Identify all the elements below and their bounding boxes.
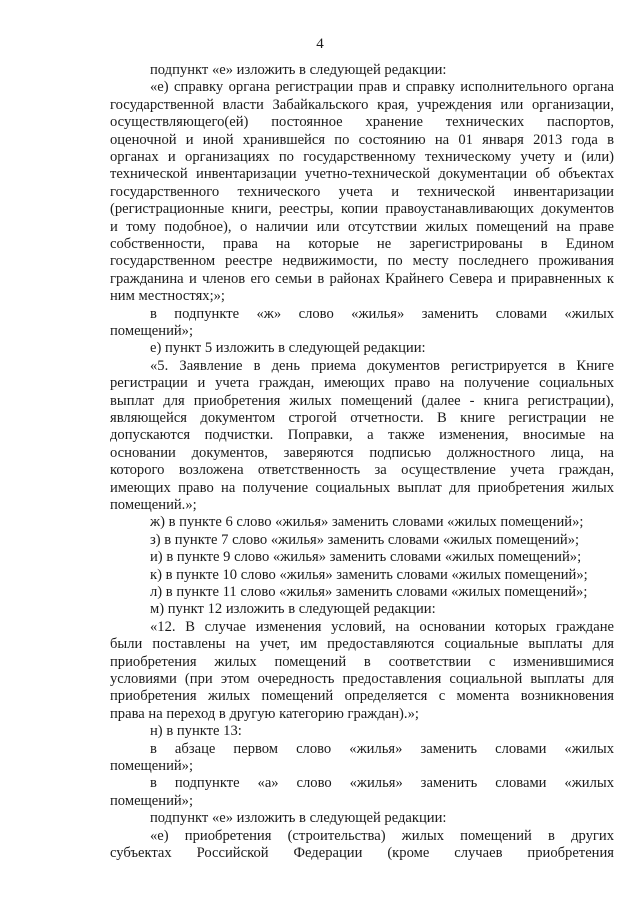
text-line: приобретения жилых помещений в соответствии с изменившимися [110, 653, 614, 670]
text-line: технической инвентаризации учетно-технической документации об объектах [110, 166, 614, 183]
text-line: которого возложена ответственность за осуществление учета граждан, [110, 462, 614, 479]
text-line: были поставлены на учет, им предоставляются социальные выплаты для [110, 636, 614, 653]
text-line: и тому подобное), о наличии или отсутствии жилых помещений на праве [110, 218, 614, 235]
text-line: допускаются подчистки. Поправки, а также изменения, вносимые на [110, 427, 614, 444]
text-line: оценочной и иной хранившейся по состоянию на 01 января 2013 года в [110, 131, 614, 148]
text-line: в абзаце первом слово «жилья» заменить словами «жилых [150, 740, 614, 757]
text-line: гражданина и членов его семьи в районах Крайнего Севера и приравненных к [110, 270, 614, 287]
text-line: подпункт «е» изложить в следующей редакции: [150, 62, 447, 78]
text-line: основании документов, заверяются подписью должностного лица, на [110, 444, 614, 461]
text-line: выплат для приобретения жилых помещений (далее - книга регистрации), [110, 392, 614, 409]
text-line: условиями (при этом очередность предоставления социальной выплаты для [110, 671, 614, 687]
text-line: приобретения жилых помещений определяется с момента возникновения [110, 688, 614, 705]
text-line: органах и организациях по государственному техническому учету и (или) [110, 149, 614, 165]
text-line: помещений»; [110, 758, 194, 774]
text-line: помещений.»; [110, 497, 197, 513]
text-line: е) пункт 5 изложить в следующей редакции: [150, 340, 426, 357]
text-line: подпункт «е» изложить в следующей редакции: [150, 810, 447, 827]
text-line: государственного технического учета и технической инвентаризации [110, 183, 614, 200]
text-line: права на переход в другую категорию граждан).»; [110, 705, 419, 722]
text-line: м) пункт 12 изложить в следующей редакции: [150, 601, 436, 618]
text-line: и) в пункте 9 слово «жилья» заменить словами «жилых помещений»; [150, 549, 582, 566]
page-number: 4 [316, 36, 324, 52]
text-line: к) в пункте 10 слово «жилья» заменить словами «жилых помещений»; [150, 566, 588, 583]
text-line: в подпункте «ж» слово «жилья» заменить словами «жилых [150, 305, 614, 322]
text-line: н) в пункте 13: [150, 723, 242, 740]
text-line: ним местностях;»; [110, 288, 225, 305]
text-line: осуществляющего(ей) постоянное хранение технических паспортов, [110, 114, 614, 131]
text-line: регистрации и учета граждан, имеющих право на получение социальных [110, 375, 614, 392]
text-line: помещений»; [110, 323, 194, 339]
text-line: являющейся документом строгой отчетности. В книге регистрации не [110, 410, 614, 426]
text-line: «12. В случае изменения условий, на основании которых граждане [150, 618, 614, 635]
text-line: ж) в пункте 6 слово «жилья» заменить словами «жилых помещений»; [150, 514, 584, 531]
text-line: имеющих право на получение социальных выплат для приобретения жилых [110, 479, 614, 496]
text-line: помещений»; [110, 792, 194, 809]
text-line: «е) приобретения (строительства) жилых помещений в других [150, 827, 614, 844]
text-line: в подпункте «а» слово «жилья» заменить словами «жилых [150, 775, 614, 792]
text-line: собственности, права на которые не зарегистрированы в Едином [110, 236, 614, 252]
text-line: л) в пункте 11 слово «жилья» заменить словами «жилых помещений»; [150, 584, 588, 600]
text-line: (регистрационные книги, реестры, копии правоустанавливающих документов [110, 201, 614, 218]
text-line: субъектах Российской Федерации (кроме случаев приобретения [110, 845, 614, 861]
text-line: «5. Заявление в день приема документов регистрируется в Книге [150, 357, 614, 374]
text-line: государственном реестре недвижимости, по месту последнего проживания [110, 253, 614, 270]
text-line: государственной власти Забайкальского края, учреждения или организации, [110, 96, 614, 113]
text-line: з) в пункте 7 слово «жилья» заменить словами «жилых помещений»; [150, 531, 580, 548]
text-line: «е) справку органа регистрации прав и справку исполнительного органа [150, 79, 614, 96]
